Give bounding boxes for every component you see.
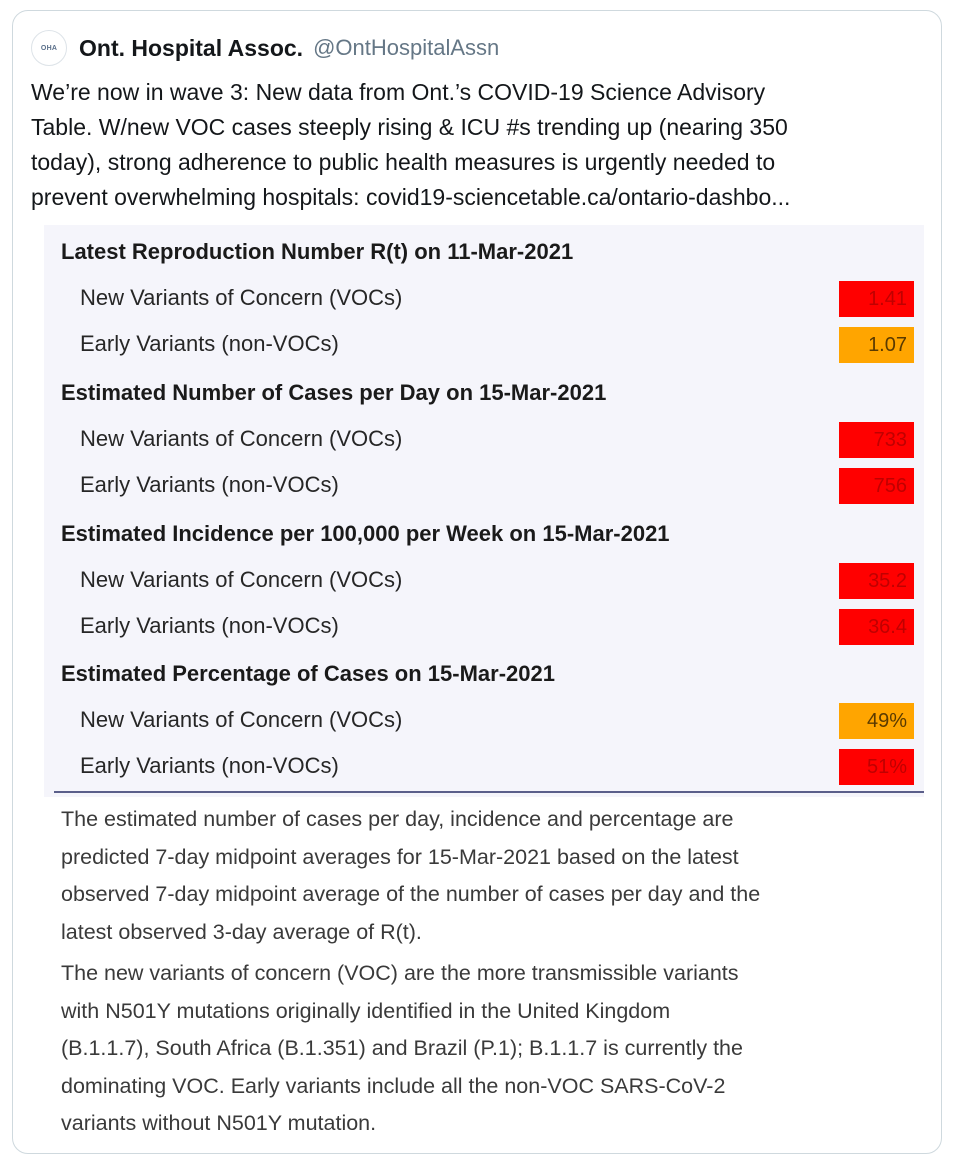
value-cell: 35.2 bbox=[839, 563, 914, 599]
row-label: Early Variants (non-VOCs) bbox=[80, 613, 339, 638]
row-label: New Variants of Concern (VOCs) bbox=[80, 707, 403, 732]
section-heading: Estimated Number of Cases per Day on 15-Mar-2021 bbox=[61, 380, 607, 405]
footnote-line: The estimated number of cases per day, incidence and percentage are bbox=[61, 807, 734, 831]
user-handle[interactable]: @OntHospitalAssn bbox=[313, 35, 500, 60]
row-label: Early Variants (non-VOCs) bbox=[80, 331, 339, 356]
avatar[interactable] bbox=[31, 30, 67, 66]
value-cell: 1.41 bbox=[839, 281, 914, 317]
footnote-line: observed 7-day midpoint average of the number of cases per day and the bbox=[61, 882, 761, 906]
row-label: New Variants of Concern (VOCs) bbox=[80, 285, 403, 310]
tweet-header bbox=[31, 33, 499, 63]
section-heading: Latest Reproduction Number R(t) on 11-Mar-2021 bbox=[61, 239, 574, 264]
value-cell: 733 bbox=[839, 422, 914, 458]
tweet-text-line: We’re now in wave 3: New data from Ont.’s COVID-19 Science Advisory bbox=[31, 79, 766, 105]
footnote-line: variants without N501Y mutation. bbox=[61, 1111, 377, 1135]
tweet-text-line: Table. W/new VOC cases steeply rising & ICU #s trending up (nearing 350 bbox=[31, 114, 788, 140]
tweet-attached-image[interactable] bbox=[44, 225, 924, 797]
tweet-text-line[interactable]: prevent overwhelming hospitals: covid19-sciencetable.ca/ontario-dashbo... bbox=[31, 184, 791, 210]
row-label: New Variants of Concern (VOCs) bbox=[80, 426, 403, 451]
section-heading: Estimated Incidence per 100,000 per Week on 15-Mar-2021 bbox=[61, 521, 670, 546]
footnote-line: predicted 7-day midpoint averages for 15-Mar-2021 based on the latest bbox=[61, 844, 739, 869]
value-cell: 36.4 bbox=[839, 609, 914, 645]
tweet-card[interactable] bbox=[12, 10, 942, 1154]
footnote-line: (B.1.1.7), South Africa (B.1.351) and Brazil (P.1); B.1.1.7 is currently the bbox=[61, 1036, 743, 1060]
row-label: Early Variants (non-VOCs) bbox=[80, 472, 339, 497]
footnote-line: with N501Y mutations originally identified in the United Kingdom bbox=[61, 998, 671, 1023]
value-cell: 49% bbox=[839, 703, 914, 739]
table-divider bbox=[54, 791, 924, 793]
value-cell: 756 bbox=[839, 468, 914, 504]
value-cell: 51% bbox=[839, 749, 914, 785]
section-heading: Estimated Percentage of Cases on 15-Mar-2021 bbox=[61, 661, 555, 686]
row-label: Early Variants (non-VOCs) bbox=[80, 753, 339, 778]
avatar-logo-text: OHA bbox=[40, 44, 58, 52]
footnote-line: The new variants of concern (VOC) are the more transmissible variants bbox=[61, 961, 739, 985]
footnote-paragraph bbox=[61, 801, 931, 951]
tweet-text-line: today), strong adherence to public health measures is urgently needed to bbox=[31, 149, 776, 175]
footnote-paragraph bbox=[61, 955, 931, 1143]
value-cell: 1.07 bbox=[839, 327, 914, 363]
footnote-line: dominating VOC. Early variants include all the non-VOC SARS-CoV-2 bbox=[61, 1073, 726, 1098]
display-name[interactable]: Ont. Hospital Assoc. bbox=[79, 34, 304, 61]
row-label: New Variants of Concern (VOCs) bbox=[80, 567, 403, 592]
tweet-text bbox=[31, 75, 931, 215]
footnote-line: latest observed 3-day average of R(t). bbox=[61, 919, 422, 944]
